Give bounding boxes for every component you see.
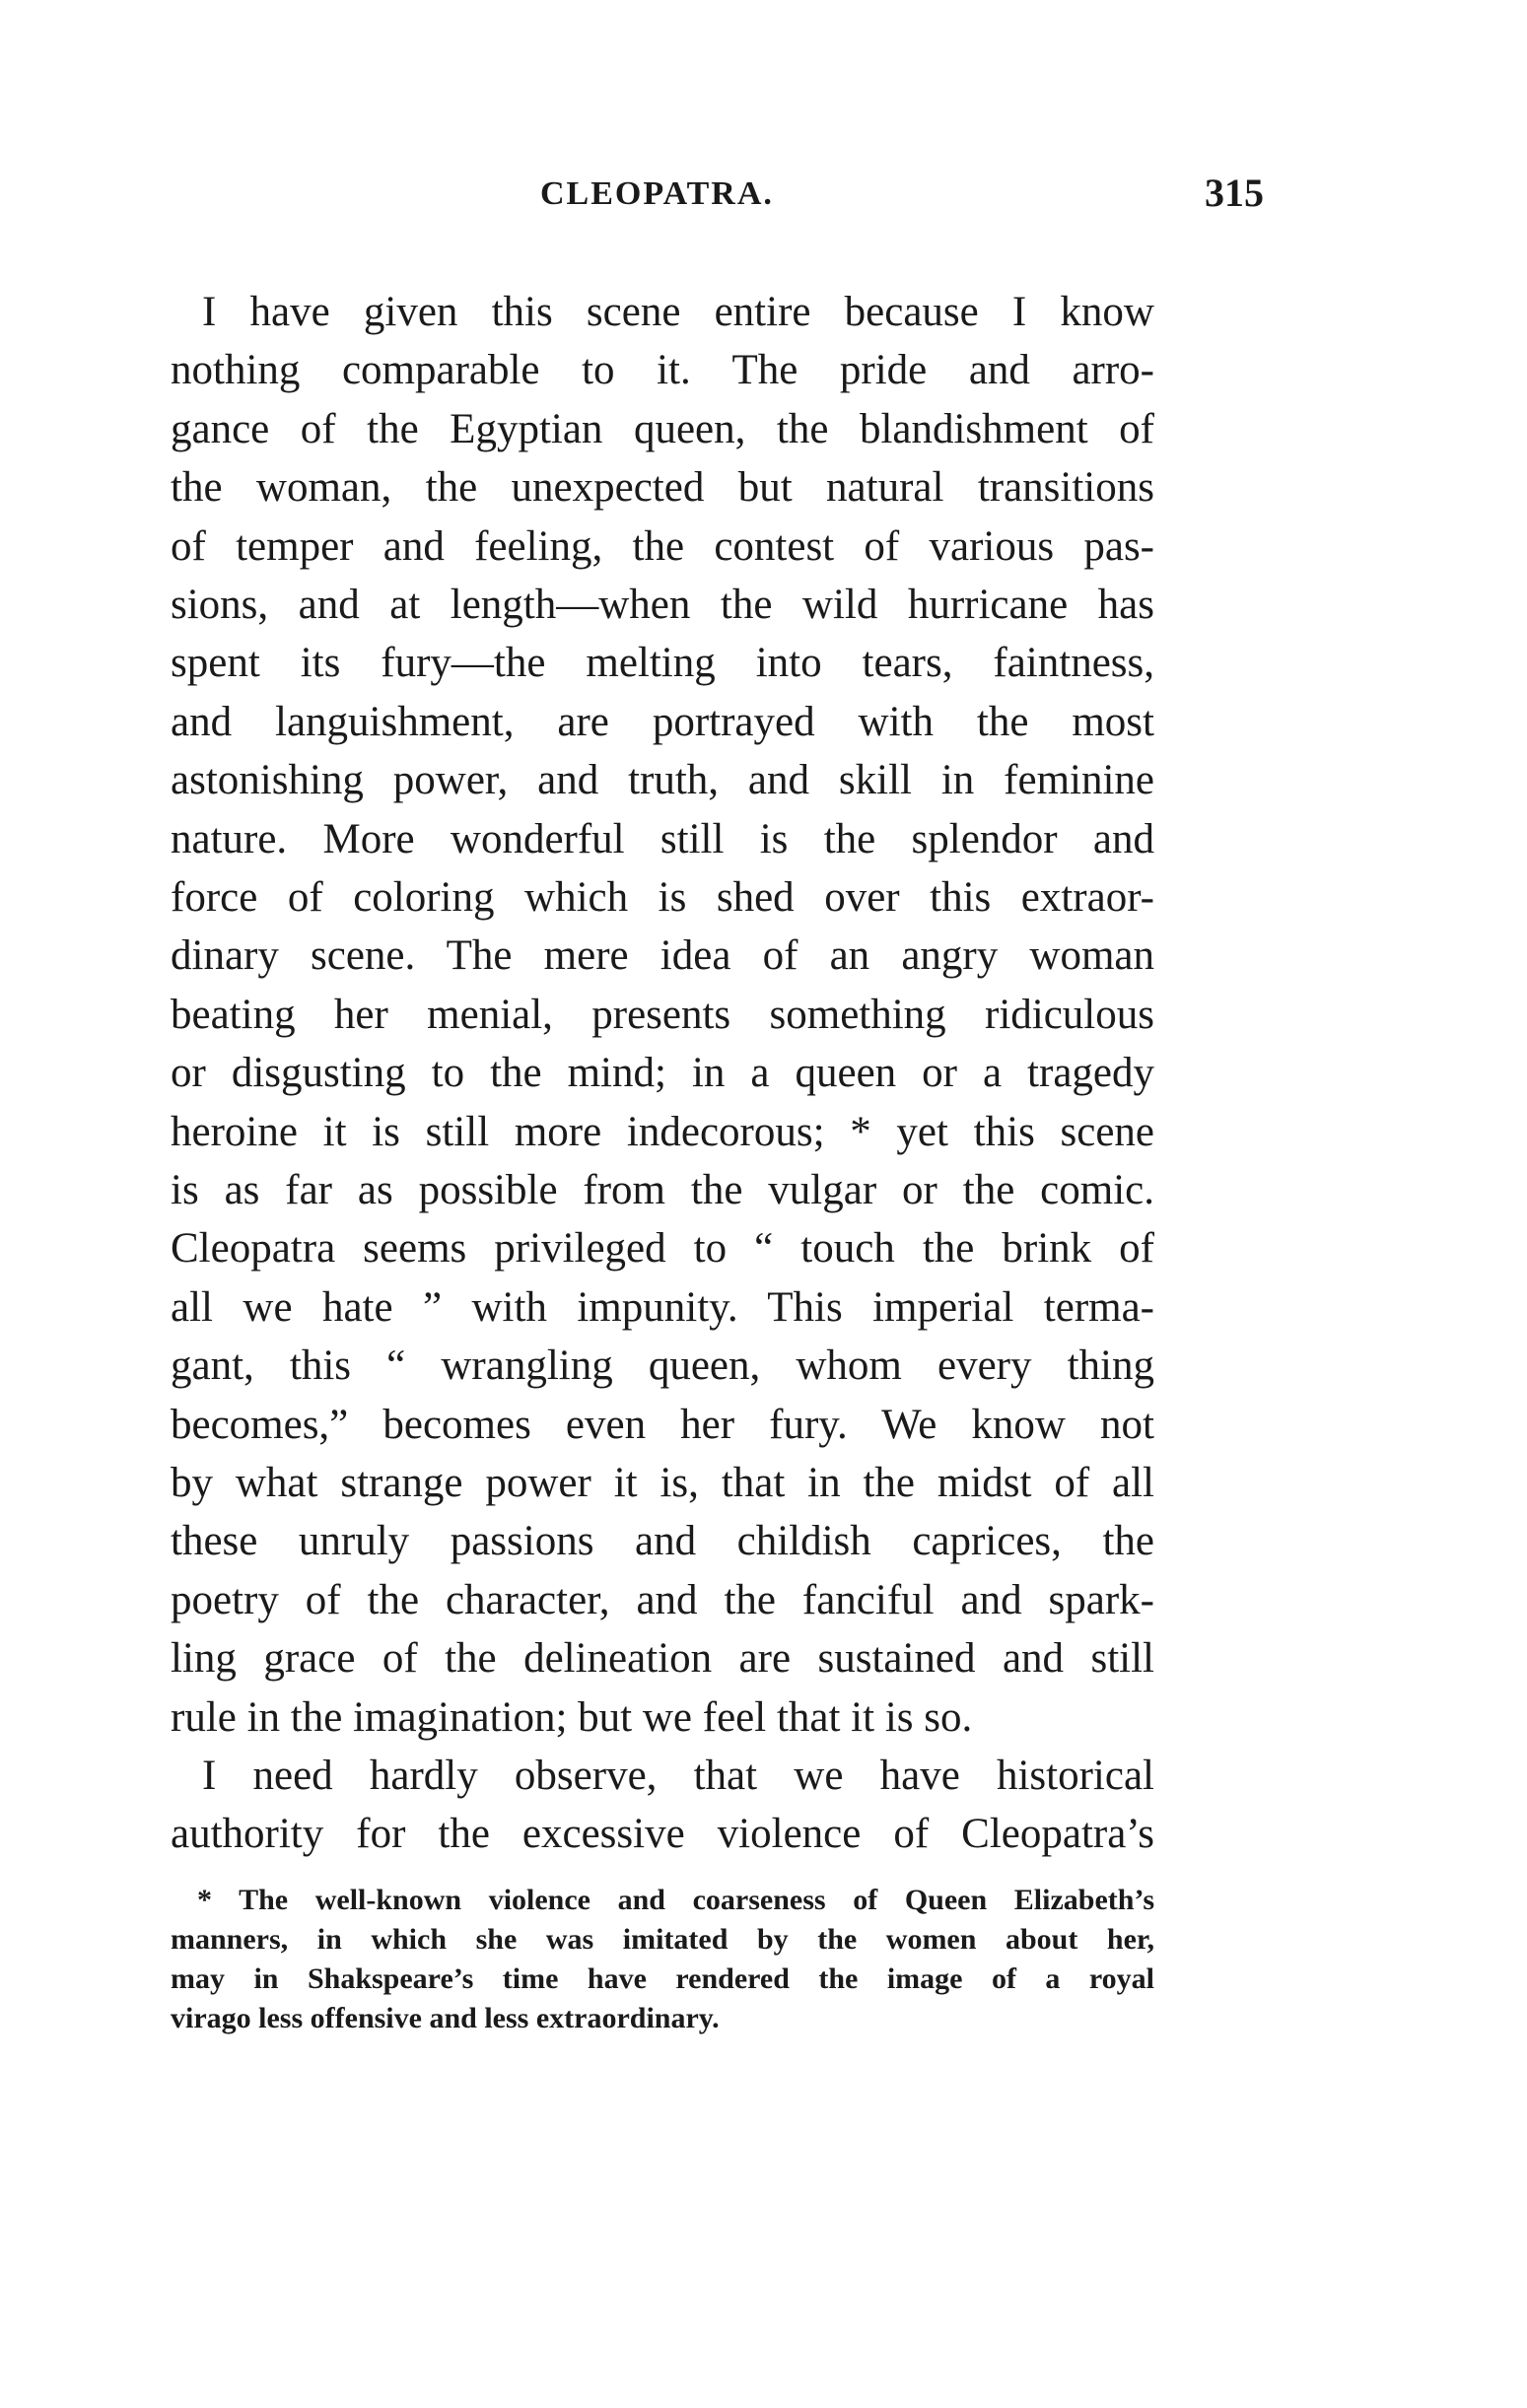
- running-head: CLEOPATRA.: [540, 175, 774, 212]
- body-line: beating her menial, presents something ridiculous: [171, 991, 1154, 1038]
- body-line: the woman, the unexpected but natural transitions: [171, 464, 1154, 512]
- body-line: all we hate ” with impunity. This imperial terma-: [171, 1283, 1154, 1331]
- body-line: astonishing power, and truth, and skill in feminine: [171, 757, 1154, 804]
- body-line: force of coloring which is shed over this extraor-: [171, 874, 1154, 921]
- body-line: rule in the imagination; but we feel that it is so.: [171, 1693, 973, 1741]
- footnote-line: virago less offensive and less extraordinary.: [171, 2002, 720, 2034]
- body-line: these unruly passions and childish caprices, the: [171, 1518, 1154, 1565]
- body-line: nothing comparable to it. The pride and arro-: [171, 347, 1154, 394]
- body-line: is as far as possible from the vulgar or the comic.: [171, 1167, 1154, 1213]
- body-line: and languishment, are portrayed with the most: [171, 698, 1154, 745]
- body-line: dinary scene. The mere idea of an angry woman: [171, 932, 1154, 980]
- body-line: poetry of the character, and the fanciful and spark-: [171, 1576, 1154, 1623]
- body-line: sions, and at length—when the wild hurricane has: [171, 582, 1154, 628]
- body-line: nature. More wonderful still is the splendor and: [171, 815, 1154, 862]
- body-line: I have given this scene entire because I know: [202, 289, 1154, 335]
- body-line: by what strange power it is, that in the midst of all: [171, 1460, 1154, 1506]
- body-line: authority for the excessive violence of Cleopatra’s: [171, 1811, 1154, 1858]
- body-line: gant, this “ wrangling queen, whom every thing: [171, 1342, 1154, 1390]
- footnote-line: may in Shakspeare’s time have rendered the image of a royal: [171, 1962, 1154, 1995]
- footnote-line: * The well-known violence and coarseness of Queen Elizabeth’s: [197, 1884, 1154, 1916]
- body-line: gance of the Egyptian queen, the blandishment of: [171, 405, 1154, 452]
- footnote-line: manners, in which she was imitated by the women about her,: [171, 1923, 1154, 1956]
- page-number: 315: [1205, 171, 1264, 215]
- body-line: Cleopatra seems privileged to “ touch the brink of: [171, 1225, 1154, 1273]
- body-line: becomes,” becomes even her fury. We know not: [171, 1401, 1154, 1448]
- body-line: heroine it is still more indecorous; * yet this scene: [171, 1108, 1154, 1155]
- body-line: or disgusting to the mind; in a queen or a tragedy: [171, 1050, 1154, 1097]
- body-line: ling grace of the delineation are sustained and still: [171, 1635, 1154, 1683]
- body-line: I need hardly observe, that we have historical: [202, 1753, 1154, 1799]
- body-line: spent its fury—the melting into tears, faintness,: [171, 640, 1154, 687]
- body-line: of temper and feeling, the contest of various pas-: [171, 522, 1154, 570]
